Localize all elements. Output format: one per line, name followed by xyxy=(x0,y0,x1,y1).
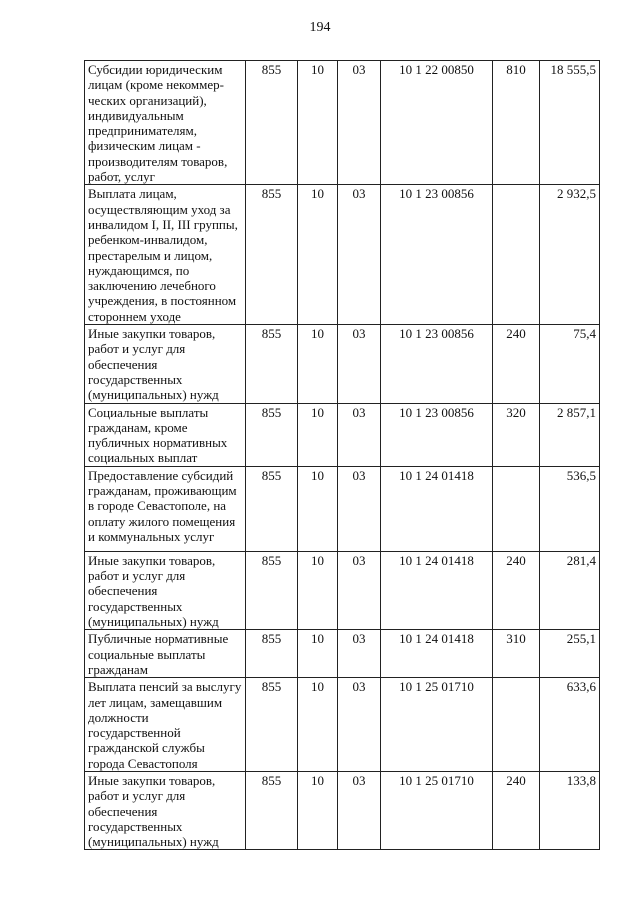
row-amount: 536,5 xyxy=(540,466,600,551)
row-ministry-code: 855 xyxy=(246,325,298,403)
budget-table xyxy=(84,60,600,850)
row-target-article: 10 1 23 00856 xyxy=(381,185,493,325)
row-subsection-code: 03 xyxy=(338,630,381,678)
row-target-article: 10 1 24 01418 xyxy=(381,466,493,551)
row-subsection-code: 03 xyxy=(338,771,381,849)
row-ministry-code: 855 xyxy=(246,678,298,772)
row-description: Выплата пенсий за выслугу лет лицам, замещавшим должности государственной гражданской службы города Севастополя xyxy=(85,678,246,772)
row-ministry-code: 855 xyxy=(246,403,298,466)
row-ministry-code: 855 xyxy=(246,185,298,325)
table-row xyxy=(85,771,600,849)
row-section-code: 10 xyxy=(298,678,338,772)
row-section-code: 10 xyxy=(298,403,338,466)
row-amount: 18 555,5 xyxy=(540,61,600,185)
row-description: Выплата лицам, осуществляющим уход за инвалидом I, II, III группы, ребенком-инвалидом, престарелым и лицом, нуждающимся, по заключению лечебного учреждения, в постоянном стороннем уходе xyxy=(85,185,246,325)
row-target-article: 10 1 23 00856 xyxy=(381,403,493,466)
row-section-code: 10 xyxy=(298,771,338,849)
row-ministry-code: 855 xyxy=(246,630,298,678)
row-section-code: 10 xyxy=(298,185,338,325)
row-description: Иные закупки товаров, работ и услуг для обеспечения государственных (муниципальных) нужд xyxy=(85,771,246,849)
row-target-article: 10 1 25 01710 xyxy=(381,678,493,772)
row-subsection-code: 03 xyxy=(338,678,381,772)
row-subsection-code: 03 xyxy=(338,61,381,185)
row-expense-type xyxy=(493,466,540,551)
row-target-article: 10 1 24 01418 xyxy=(381,551,493,629)
table-row xyxy=(85,678,600,772)
row-amount: 2 932,5 xyxy=(540,185,600,325)
row-section-code: 10 xyxy=(298,466,338,551)
row-expense-type xyxy=(493,678,540,772)
row-expense-type: 310 xyxy=(493,630,540,678)
row-description: Предоставление субсидий гражданам, проживающим в городе Севастополе, на оплату жилого помещения и коммунальных услуг xyxy=(85,466,246,551)
row-subsection-code: 03 xyxy=(338,466,381,551)
row-amount: 255,1 xyxy=(540,630,600,678)
row-description: Иные закупки товаров, работ и услуг для обеспечения государственных (муниципальных) нужд xyxy=(85,325,246,403)
row-amount: 2 857,1 xyxy=(540,403,600,466)
page-number: 194 xyxy=(309,20,331,35)
row-target-article: 10 1 24 01418 xyxy=(381,630,493,678)
row-expense-type: 320 xyxy=(493,403,540,466)
row-subsection-code: 03 xyxy=(338,325,381,403)
row-expense-type xyxy=(493,185,540,325)
row-subsection-code: 03 xyxy=(338,185,381,325)
row-amount: 75,4 xyxy=(540,325,600,403)
row-description: Социальные выплаты гражданам, кроме публичных нормативных социальных выплат xyxy=(85,403,246,466)
row-subsection-code: 03 xyxy=(338,403,381,466)
row-section-code: 10 xyxy=(298,551,338,629)
row-expense-type: 240 xyxy=(493,551,540,629)
row-section-code: 10 xyxy=(298,61,338,185)
row-target-article: 10 1 23 00856 xyxy=(381,325,493,403)
row-description: Субсидии юридическим лицам (кроме некоммер-ческих организаций), индивидуальным предпринимателям, физическим лицам - производителям товаров, работ, услуг xyxy=(85,61,246,185)
row-target-article: 10 1 25 01710 xyxy=(381,771,493,849)
row-section-code: 10 xyxy=(298,630,338,678)
row-section-code: 10 xyxy=(298,325,338,403)
table-row xyxy=(85,325,600,403)
table-row xyxy=(85,630,600,678)
row-expense-type: 810 xyxy=(493,61,540,185)
row-target-article: 10 1 22 00850 xyxy=(381,61,493,185)
table-row xyxy=(85,61,600,185)
row-amount: 281,4 xyxy=(540,551,600,629)
row-expense-type: 240 xyxy=(493,771,540,849)
row-amount: 133,8 xyxy=(540,771,600,849)
row-ministry-code: 855 xyxy=(246,551,298,629)
row-ministry-code: 855 xyxy=(246,771,298,849)
row-subsection-code: 03 xyxy=(338,551,381,629)
row-description: Публичные нормативные социальные выплаты гражданам xyxy=(85,630,246,678)
row-ministry-code: 855 xyxy=(246,466,298,551)
row-expense-type: 240 xyxy=(493,325,540,403)
row-ministry-code: 855 xyxy=(246,61,298,185)
table-row xyxy=(85,466,600,551)
table-row xyxy=(85,403,600,466)
row-amount: 633,6 xyxy=(540,678,600,772)
table-row xyxy=(85,185,600,325)
row-description: Иные закупки товаров, работ и услуг для обеспечения государственных (муниципальных) нужд xyxy=(85,551,246,629)
table-row xyxy=(85,551,600,629)
